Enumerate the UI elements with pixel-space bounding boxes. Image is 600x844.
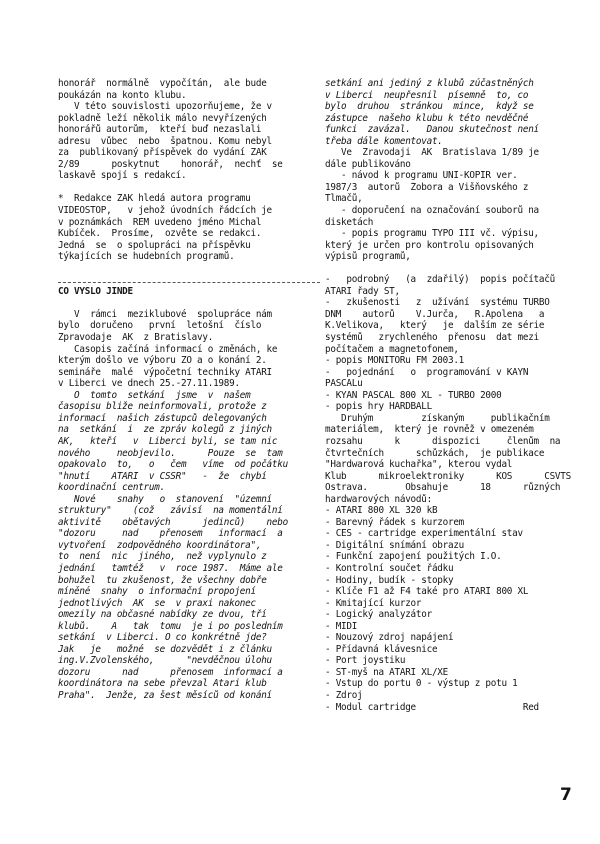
text-line: Jedná se o spolupráci na příspěvku (58, 239, 251, 251)
text-line: dozoru nad přenosem informací a (58, 666, 283, 678)
text-line: - ATARI 800 XL 320 kB (325, 505, 438, 517)
text-line: AK, kteří v Liberci byli, se tam nic (58, 435, 278, 447)
text-line: - Funkční zapojení použitých I.O. (325, 551, 502, 563)
text-line: čtvrtečních schůzkách, je publikace (325, 447, 545, 459)
text-line: systémů zrychleného přenosu dat mezi (325, 332, 539, 344)
text-line: - MIDI (325, 620, 358, 632)
text-line: disketách (325, 216, 374, 228)
text-line: "hnutí ATARI v ČSSR" - že chybí (58, 470, 267, 482)
text-line: "Hardwarová kuchařka", kterou vydal (325, 459, 513, 471)
text-line: - popis hry HARDBALL (325, 401, 432, 413)
text-line: materiálem, který je rovněž v omezeném (325, 424, 534, 436)
text-line: Klub mikroelektroniky KOS ČSVTS (325, 470, 571, 482)
text-line: ATARI řady ST, (325, 285, 400, 297)
text-line: - CES - cartridge experimentální stav (325, 528, 523, 540)
text-line: - návod k programu UNI-KOPIR ver. (325, 170, 518, 182)
text-line: laskavě spojí s redakcí. (58, 170, 187, 182)
text-line: setkání ani jediný z klubů zúčastněných (325, 78, 534, 89)
text-line: - Digitální snímání obrazu (325, 539, 465, 551)
text-line: - Kontrolní součet řádku (325, 562, 454, 574)
text-line (58, 263, 320, 275)
text-line: klubů. A tak tomu je i po posledním (58, 620, 283, 632)
text-line: v Liberci ve dnech 25.-27.11.1989. (58, 378, 240, 390)
text-line: - Port joystiku (325, 655, 406, 667)
text-line: koordinátora na sebe převzal Atari klub (58, 678, 267, 690)
text-line: - Kmitající kurzor (325, 597, 422, 609)
text-line: na setkání i ze zpráv kolegů z jiných (58, 424, 272, 436)
text-line: zástupce našeho klubu k této nevděčné (325, 112, 529, 124)
text-line: - popis programu TYPO III vč. výpisu, (325, 228, 539, 240)
text-line: aktivitě obětavých jedinců) nebo (58, 516, 288, 528)
text-line: dále publikováno (325, 158, 411, 170)
text-line: DNM autorů V.Jurča, R.Apolena a (325, 308, 545, 320)
text-line: týkajících se hudebních programů. (58, 251, 235, 263)
text-line: * Redakce ZAK hledá autora programu (58, 193, 251, 205)
text-line: funkci zavázal. Danou skutečnost není (325, 124, 539, 136)
text-line: Zpravodaje AK z Bratislavy. (58, 332, 214, 344)
text-line: třeba dále komentovat. (325, 135, 443, 147)
text-line: koordinační centrum. (58, 482, 165, 494)
text-line: CO VYŠLO JINDE (58, 285, 133, 297)
text-line: omezily na občasné nabídky ze dvou, tří (58, 609, 267, 621)
text-line: O tomto setkání jsme v našem (58, 389, 251, 401)
text-line (58, 274, 320, 286)
text-line: honorářů autorům, kteří buď nezaslali (58, 124, 262, 136)
text-line: Tlmačů, (325, 193, 363, 205)
text-line: V této souvislosti upozorňujeme, že v (58, 101, 272, 113)
page-number: 7 (560, 785, 572, 805)
text-line: - zkušenosti z užívání systému TURBO (325, 297, 550, 309)
text-line: bylo doručeno první letošní číslo (58, 320, 262, 332)
section-divider (58, 282, 320, 283)
right-column (325, 78, 585, 713)
text-line: - Vstup do portu 0 - výstup z potu 1 (325, 678, 518, 690)
text-line: setkání v Liberci. O co konkrétně jde? (58, 632, 267, 644)
text-line: 1987/3 autorů Žobora a Višňovského z (325, 181, 529, 193)
text-line (325, 263, 585, 275)
text-line: poukázán na konto klubu. (58, 89, 187, 101)
text-line: - KYAN PASCAL 800 XL - TURBO 2000 (325, 389, 502, 401)
text-line: míněné snahy o informační propojení (58, 586, 256, 598)
text-line: který je určen pro kontrolu opisovaných (325, 239, 534, 251)
text-line: počítačem a magnetofonem, (325, 343, 459, 355)
text-line: v Liberci neupřesnil písemně to, co (325, 89, 529, 101)
text-line (58, 297, 320, 309)
text-line: - Klíče F1 až F4 také pro ATARI 800 XL (325, 586, 529, 598)
text-line: kterým došlo ve výboru ZO a o konání 2. (58, 355, 267, 367)
text-line: Druhým získaným publikačním (325, 412, 550, 424)
text-line: struktury" (což závisí na momentální (58, 505, 283, 517)
left-column (58, 78, 320, 702)
text-line (58, 182, 320, 194)
text-line: nového neobjevilo. Pouze se tam (58, 447, 283, 459)
text-line: - Barevný řádek s kurzorem (325, 516, 465, 528)
text-line: bohužel tu zkušenost, že všechny dobře (58, 574, 267, 586)
text-line: "dozoru nad přenosem informací a (58, 528, 283, 540)
text-line: Nové snahy o stanovení "územní (58, 493, 272, 505)
text-line: VIDEOSTOP, v jehož úvodních řádcích je (58, 205, 272, 217)
text-line: PASCALu (325, 378, 363, 390)
text-line: jednotlivých AK se v praxi nakonec (58, 597, 256, 609)
text-line: honorář normálně vypočítán, ale bude (58, 78, 267, 89)
text-line: ing.V.Zvolenského, "nevděčnou úlohu (58, 655, 272, 667)
text-line: pokladně leží několik málo nevyřízených (58, 112, 267, 124)
text-line: - Hodiny, budík - stopky (325, 574, 454, 586)
text-line: opakovalo to, o čem víme od počátku (58, 459, 288, 471)
text-line: V rámci meziklubové spolupráce nám (58, 308, 272, 320)
text-line: - pojednání o programování v KAYN (325, 366, 529, 378)
text-line: - Modul cartridge Red (325, 701, 539, 713)
text-line: za publikovaný příspěvek do vydání ZAK (58, 147, 267, 159)
text-line: jednání tamtéž v roce 1987. Máme ale (58, 562, 283, 574)
text-line: Ve Zravodaji AK Bratislava 1/89 je (325, 147, 539, 159)
text-line: v poznámkách REM uvedeno jméno Michal (58, 216, 262, 228)
text-line: - Zdroj (325, 689, 363, 701)
text-line: - Nouzový zdroj napájení (325, 632, 454, 644)
text-line: - ST-myš na ATARI XL/XE (325, 666, 448, 678)
text-line: - Přídavná klávesnice (325, 643, 438, 655)
text-line: - doporučení na označování souborů na (325, 205, 539, 217)
text-line: semináře malé výpočetní techniky ATARI (58, 366, 272, 378)
text-line: informací našich zástupců delegovaných (58, 412, 267, 424)
text-line: K.Velikova, který je dalším ze série (325, 320, 545, 332)
text-line: 2/89 poskytnut honorář, nechť se (58, 158, 283, 170)
text-line: časopisu bliže neinformovali, protože z (58, 401, 267, 413)
text-line: - popis MONITORu FM 2003.1 (325, 355, 465, 367)
text-line: hardwarových návodů: (325, 493, 432, 505)
text-line: - podrobný (a zdařilý) popis počítačů (325, 274, 555, 286)
text-line: Kubíček. Prosíme, ozvěte se redakci. (58, 228, 262, 240)
text-line: Ostrava. Obsahuje 18 různých (325, 482, 561, 494)
text-line: výpisů programů, (325, 251, 411, 263)
text-line: rozsahu k dispozici členům na (325, 435, 561, 447)
text-line: Časopis začíná informací o změnách, ke (58, 343, 278, 355)
text-line: - Logický analyzátor (325, 609, 432, 621)
text-line: Praha". Jenže, za šest měsíců od konání (58, 689, 272, 701)
text-line: adresu vůbec nebo špatnou. Komu nebyl (58, 135, 272, 147)
text-line: to není nic jiného, než vyplynulo z (58, 551, 267, 563)
text-line: vytvoření zodpovědného koordinátora", (58, 539, 262, 551)
text-line: Jak je možné se dozvědět i z článku (58, 643, 272, 655)
text-line: bylo druhou stránkou mince, když se (325, 101, 534, 113)
